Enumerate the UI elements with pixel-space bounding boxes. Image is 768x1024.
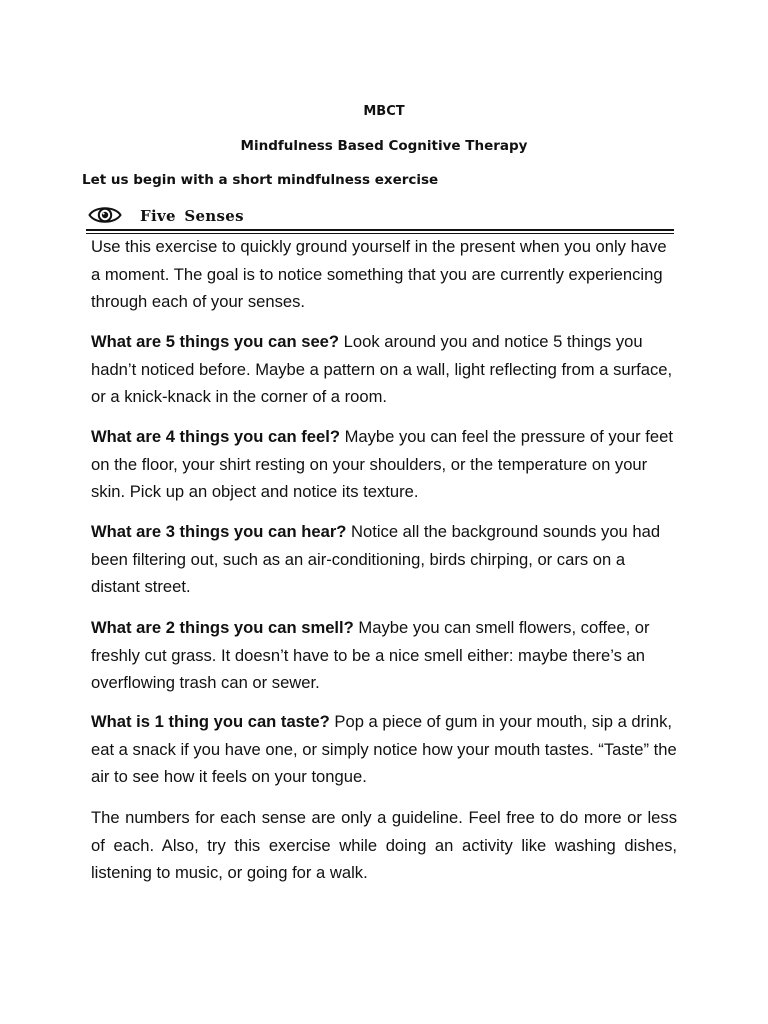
taste-question: What is 1 thing you can taste? [91,712,330,731]
eye-icon [88,204,122,226]
taste-paragraph [91,708,677,791]
closing-paragraph: The numbers for each sense are only a guideline. Feel free to do more or less of each. Also, try this exercise while doing an activity like washing dishes, listening to music, or going for a walk. [91,808,677,882]
feel-question: What are 4 things you can feel? [91,427,340,446]
section-title: Five Senses [140,207,244,225]
see-text: Look around you and notice 5 things you hadn’t noticed before. Maybe a pattern on a wall, light reflecting from a surface, or a knick-knack in the corner of a room. [91,332,673,406]
document-title: Mindfulness Based Cognitive Therapy [240,138,528,154]
feel-paragraph [91,423,677,506]
taste-text: Pop a piece of gum in your mouth, sip a drink, eat a snack if you have one, or simply notice how your mouth tastes. “Taste” the air to see how it feels on your tongue. [91,712,677,786]
exercise-intro-paragraph: Use this exercise to quickly ground yourself in the present when you only have a moment. The goal is to notice something that you are currently experiencing through each of your senses. [91,237,667,311]
see-question: What are 5 things you can see? [91,332,340,351]
hear-text: Notice all the background sounds you had been filtering out, such as an air-conditioning, birds chirping, or cars on a distant street. [91,522,661,596]
feel-text: Maybe you can feel the pressure of your feet on the floor, your shirt resting on your shoulders, or the temperature on your skin. Pick up an object and notice its texture. [91,427,673,501]
hear-question: What are 3 things you can hear? [91,522,347,541]
see-paragraph [91,328,677,411]
hear-paragraph [91,518,677,601]
section-header [87,201,673,231]
smell-paragraph [91,614,677,697]
smell-question: What are 2 things you can smell? [91,618,354,637]
section-divider [86,229,674,231]
intro-line: Let us begin with a short mindfulness exercise [82,172,439,188]
document-abbreviation: MBCT [363,104,405,119]
smell-text: Maybe you can smell flowers, coffee, or freshly cut grass. It doesn’t have to be a nice smell either: maybe there’s an overflowing trash can or sewer. [91,618,650,692]
